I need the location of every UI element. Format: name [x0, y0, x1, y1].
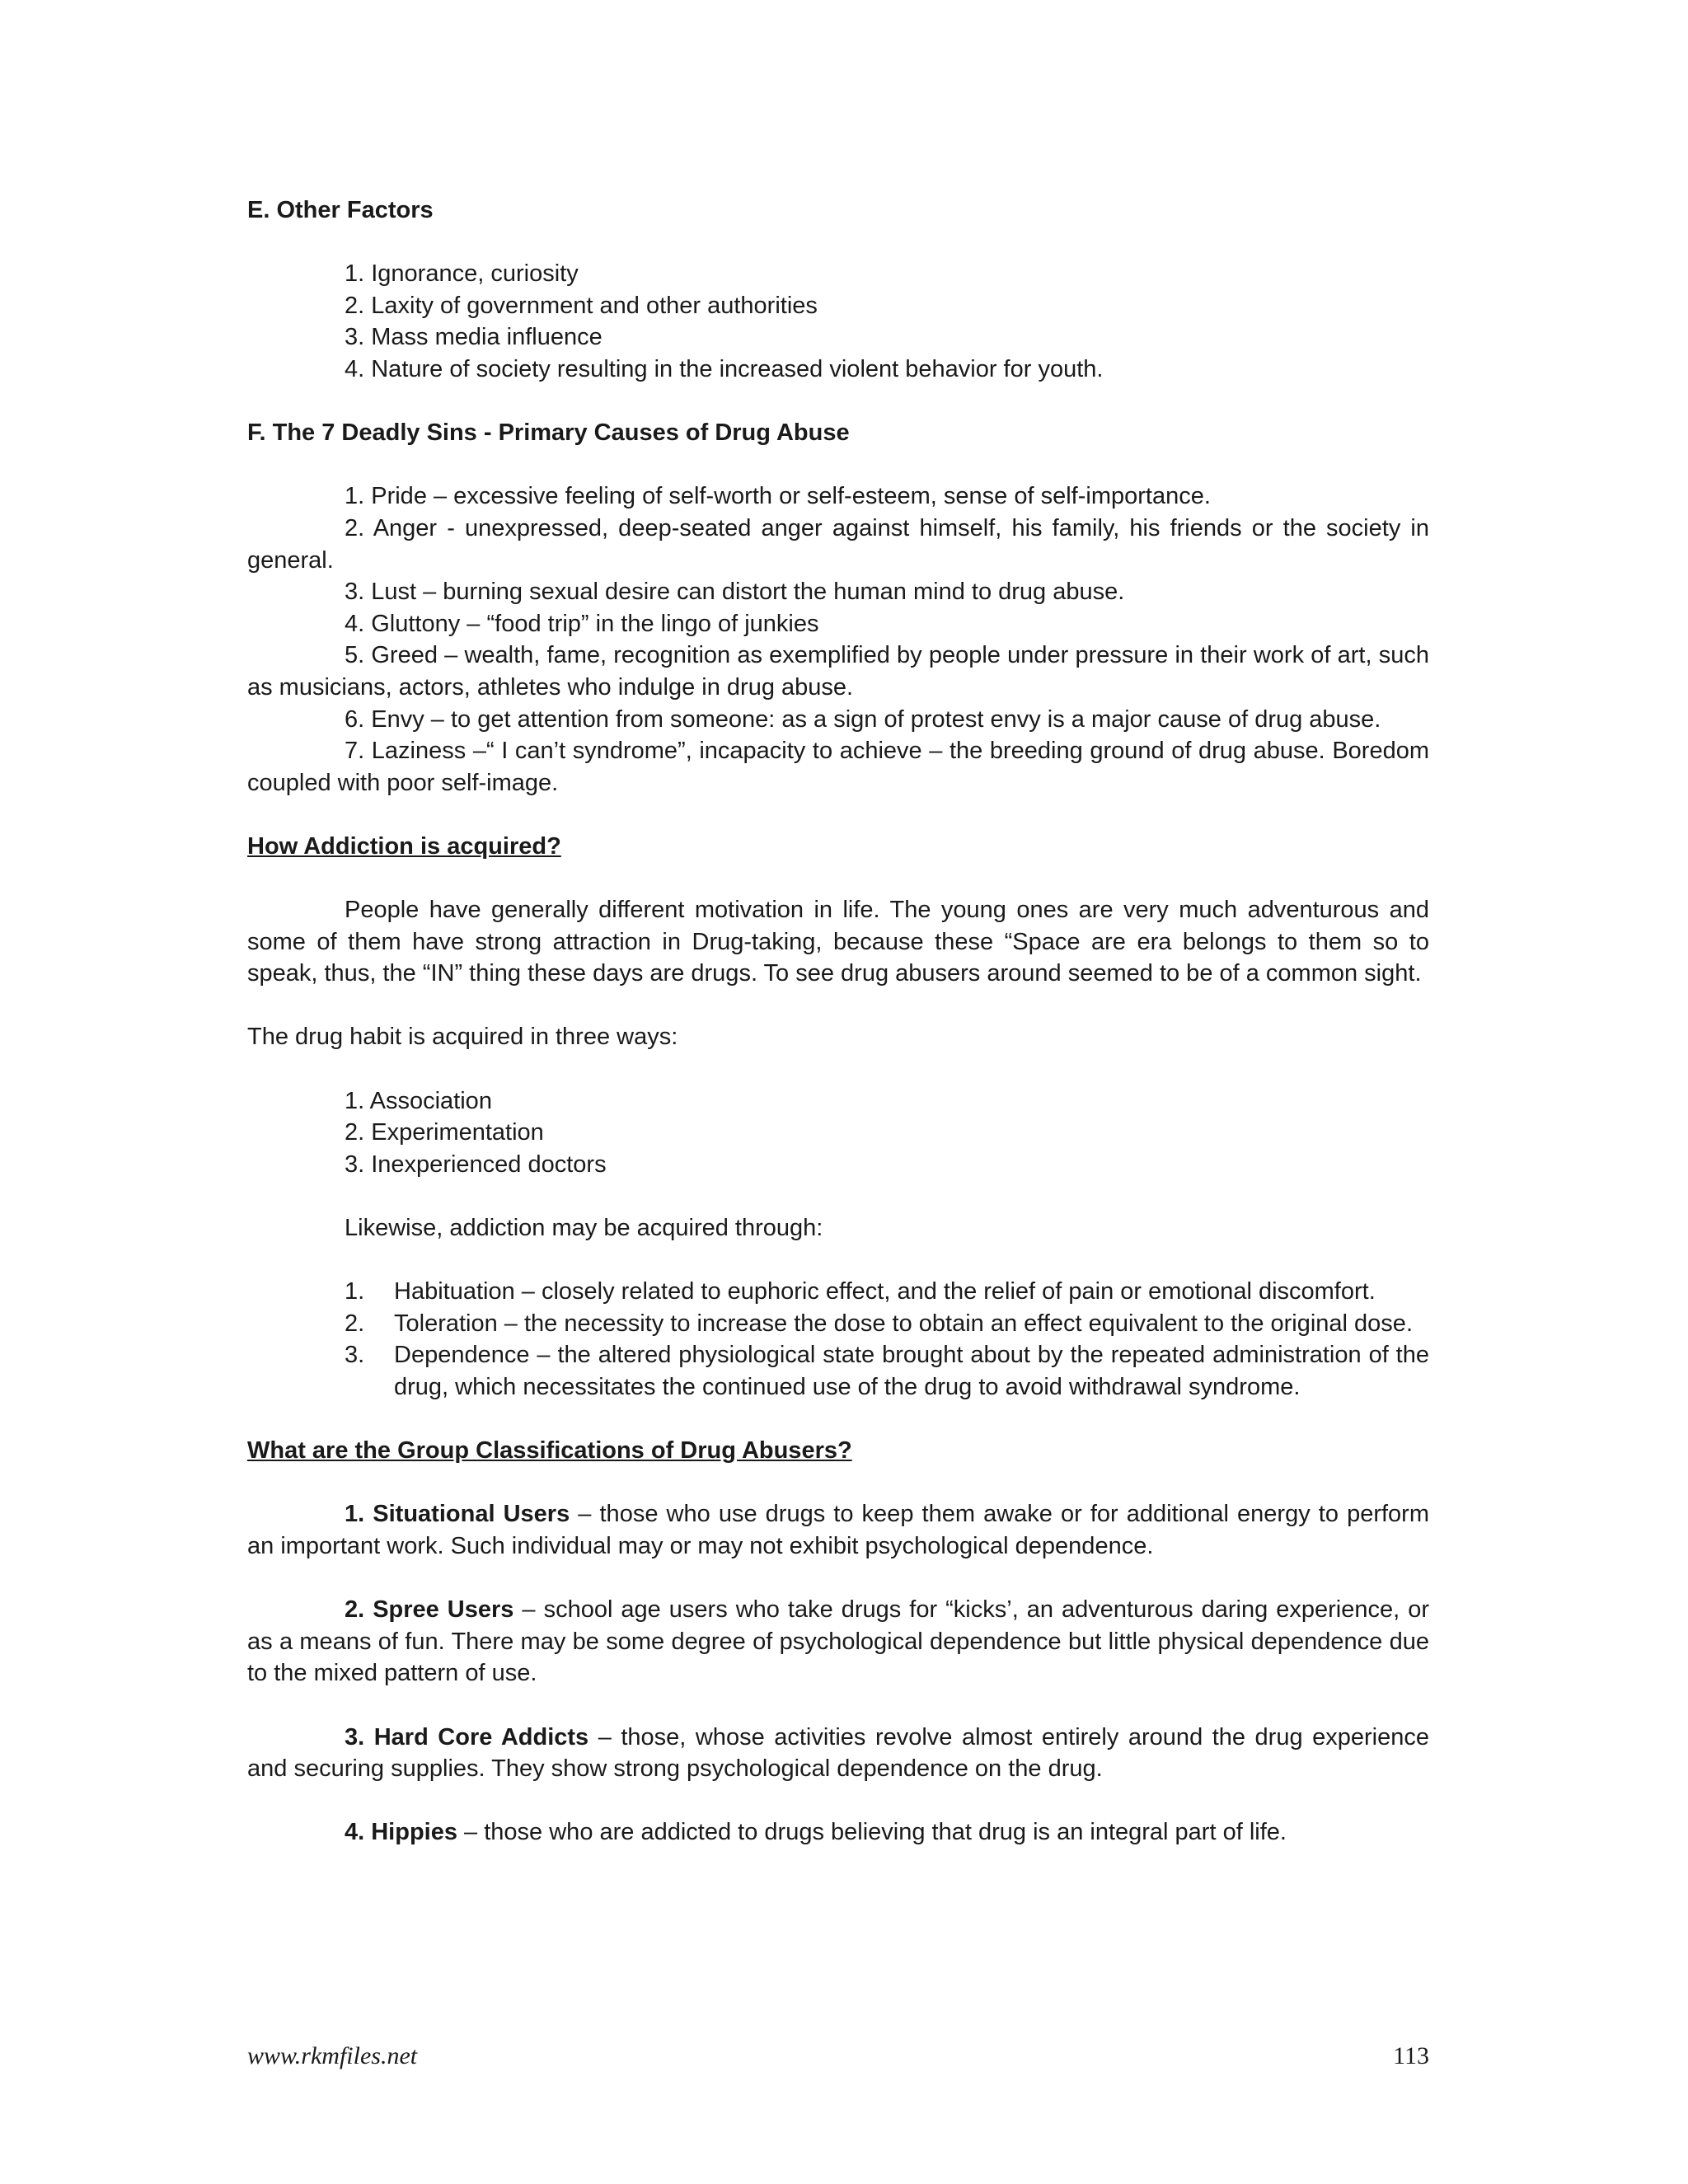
list-item: 1. Association	[345, 1087, 492, 1114]
list-number: 3.	[345, 1342, 365, 1369]
list-item: 5. Greed – wealth, fame, recognition as exemplified by people under pressure in their work of art, such as musicians, actors, athletes who indulge in drug abuse.	[247, 642, 1429, 701]
likewise-intro: Likewise, addiction may be acquired through:	[345, 1215, 823, 1241]
list-number: 2.	[345, 1310, 365, 1337]
ways-intro: The drug habit is acquired in three ways:	[247, 1024, 678, 1051]
list-item: 7. Laziness –“ I can’t syndrome”, incapacity to achieve – the breeding ground of drug abuse. Boredom coupled with poor self-image.	[247, 738, 1429, 796]
list-item	[247, 1276, 1429, 1308]
list-number: 1.	[345, 1278, 365, 1305]
list-item: 2. Experimentation	[345, 1119, 544, 1146]
addiction-heading: How Addiction is acquired?	[247, 832, 561, 860]
group-term: 4. Hippies	[345, 1819, 457, 1846]
list-item: 1. Pride – excessive feeling of self-worth or self-esteem, sense of self-importance.	[345, 483, 1211, 510]
group-desc: – those, whose activities revolve almost entirely around the drug experience and securing supplies. They show strong psychological dependence on the drug.	[247, 1723, 1429, 1783]
section-f-heading: F. The 7 Deadly Sins - Primary Causes of Drug Abuse	[247, 419, 850, 447]
group-desc: – school age users who take drugs for “kicks’, an adventurous daring experience, or as a means of fun. There may be some degree of psychological dependence but little physical dependence due to the mixed pattern of use.	[247, 1596, 1429, 1687]
group-term: 2. Spree Users	[345, 1596, 514, 1624]
groups-heading: What are the Group Classifications of Drug Abusers?	[247, 1437, 852, 1465]
group-desc: – those who are addicted to drugs believing that drug is an integral part of life.	[457, 1819, 1287, 1846]
group-item	[247, 1722, 1429, 1785]
list-text: Habituation – closely related to euphoric effect, and the relief of pain or emotional discomfort.	[394, 1278, 1376, 1305]
group-item	[247, 1594, 1429, 1690]
list-item	[247, 1339, 1429, 1403]
list-item: 3. Inexperienced doctors	[345, 1151, 607, 1178]
list-item: 1. Ignorance, curiosity	[345, 260, 579, 288]
section-e-heading: E. Other Factors	[247, 197, 434, 223]
page-number: 113	[1393, 2042, 1429, 2069]
list-item	[247, 1308, 1429, 1340]
document-body	[247, 194, 1429, 1849]
list-item: 6. Envy – to get attention from someone: as a sign of protest envy is a major cause of drug abuse.	[345, 705, 1381, 733]
group-item	[247, 1498, 1429, 1562]
addiction-paragraph: People have generally different motivation in life. The young ones are very much adventurous and some of them have strong attraction in Drug-taking, because these “Space are era belongs to them so to speak, thus, the “IN” thing these days are drugs. To see drug abusers around seemed to be of a common sight.	[247, 897, 1429, 987]
footer-website: www.rkmfiles.net	[247, 2042, 418, 2069]
list-item: 3. Lust – burning sexual desire can distort the human mind to drug abuse.	[345, 579, 1125, 606]
list-text: Toleration – the necessity to increase the dose to obtain an effect equivalent to the original dose.	[394, 1310, 1413, 1337]
group-term: 1. Situational Users	[345, 1501, 570, 1528]
list-item: 3. Mass media influence	[345, 324, 603, 351]
list-item: 2. Laxity of government and other authorities	[345, 292, 818, 319]
group-item	[247, 1816, 1429, 1849]
list-text: Dependence – the altered physiological state brought about by the repeated administration of the drug, which necessitates the continued use of the drug to avoid withdrawal syndrome.	[394, 1342, 1429, 1400]
list-item: 2. Anger - unexpressed, deep-seated anger against himself, his family, his friends or the society in general.	[247, 514, 1429, 574]
group-desc: – those who use drugs to keep them awake or for additional energy to perform an important work. Such individual may or may not exhibit psychological dependence.	[247, 1501, 1429, 1559]
list-item: 4. Nature of society resulting in the increased violent behavior for youth.	[345, 355, 1104, 382]
group-term: 3. Hard Core Addicts	[345, 1723, 589, 1750]
list-item: 4. Gluttony – “food trip” in the lingo of junkies	[345, 610, 819, 637]
